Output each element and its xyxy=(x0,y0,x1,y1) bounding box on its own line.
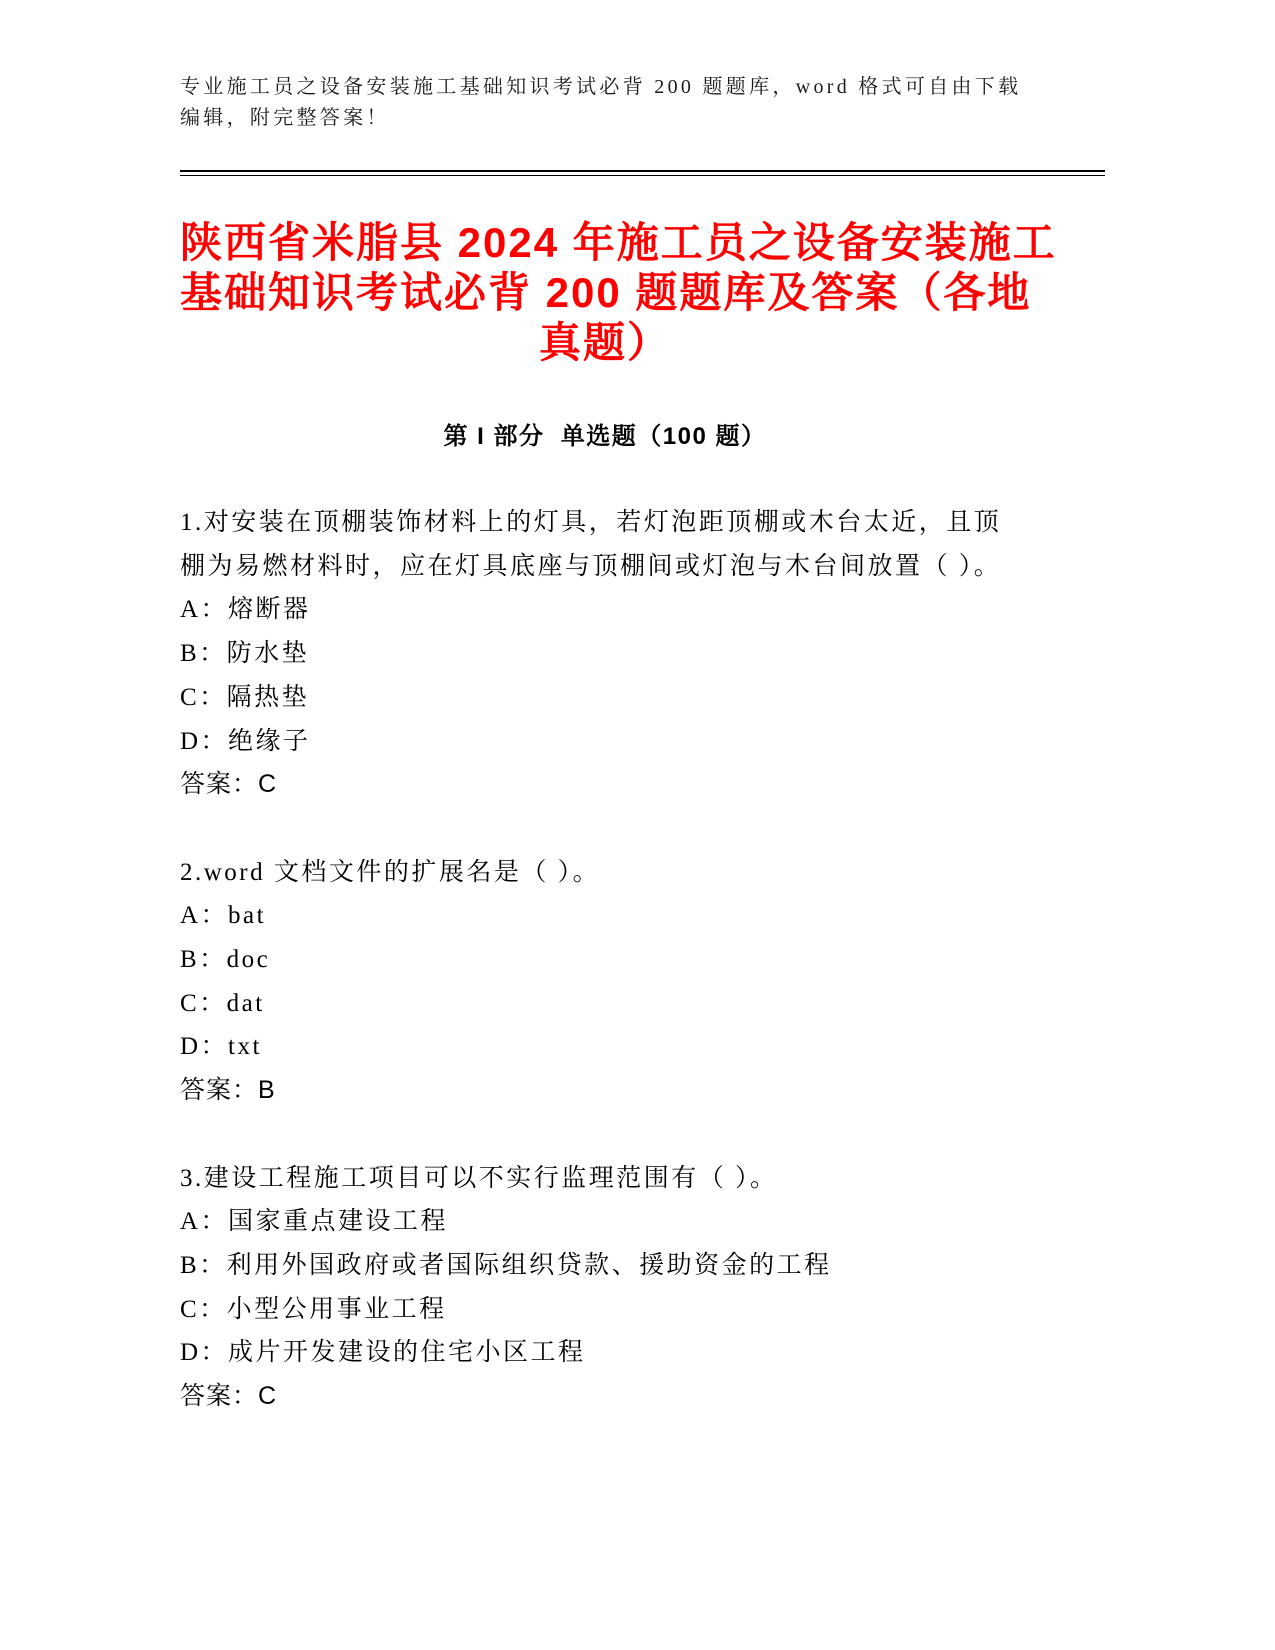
header-double-rule xyxy=(180,170,1105,176)
option-c: C：dat xyxy=(180,989,265,1017)
document-title xyxy=(180,218,1057,368)
option-b: B：防水垫 xyxy=(180,640,310,668)
question-stem: 棚为易燃材料时，应在灯具底座与顶棚间或灯泡与木台间放置（ ）。 xyxy=(180,552,1002,580)
option-a: A：熔断器 xyxy=(180,596,311,624)
option-d: D：绝缘子 xyxy=(180,727,311,755)
option-d: D：txt xyxy=(180,1033,262,1061)
option-c: C：隔热垫 xyxy=(180,683,310,711)
answer-label: 答案： xyxy=(180,770,259,799)
question-stem: 2.word 文档文件的扩展名是（ ）。 xyxy=(180,858,601,886)
answer-line xyxy=(180,763,1001,807)
header-line: 专业施工员之设备安装施工基础知识考试必背 200 题题库，word 格式可自由下载 xyxy=(180,76,1022,98)
question-stem: 1.对安装在顶棚装饰材料上的灯具，若灯泡距顶棚或木台太近，且顶 xyxy=(180,509,1002,536)
option-d: D：成片开发建设的住宅小区工程 xyxy=(180,1339,586,1367)
question-1 xyxy=(180,501,1001,807)
answer-label: 答案： xyxy=(180,1382,259,1411)
section-heading: 第 I 部分 单选题（100 题） xyxy=(443,423,767,450)
document-header xyxy=(180,72,1021,134)
answer-value: C xyxy=(258,770,278,799)
answer-value: B xyxy=(258,1076,276,1105)
answer-value: C xyxy=(258,1382,278,1411)
option-b: B：利用外国政府或者国际组织贷款、援助资金的工程 xyxy=(180,1251,832,1279)
option-a: A：国家重点建设工程 xyxy=(180,1208,449,1236)
question-2 xyxy=(180,851,1001,1113)
question-3 xyxy=(180,1157,1001,1419)
option-b: B：doc xyxy=(180,946,271,974)
answer-label: 答案： xyxy=(180,1076,259,1105)
title-line: 基础知识考试必背 200 题题库及答案（各地 xyxy=(180,269,1032,316)
title-line: 陕西省米脂县 2024 年施工员之设备安装施工 xyxy=(180,219,1057,266)
option-c: C：小型公用事业工程 xyxy=(180,1295,447,1323)
answer-line xyxy=(180,1069,1001,1113)
header-line: 编辑，附完整答案！ xyxy=(180,107,390,129)
question-list xyxy=(180,501,1001,1462)
option-a: A：bat xyxy=(180,902,267,930)
answer-line xyxy=(180,1375,1001,1419)
question-stem: 3.建设工程施工项目可以不实行监理范围有（ ）。 xyxy=(180,1164,778,1192)
title-line: 真题） xyxy=(538,319,671,366)
